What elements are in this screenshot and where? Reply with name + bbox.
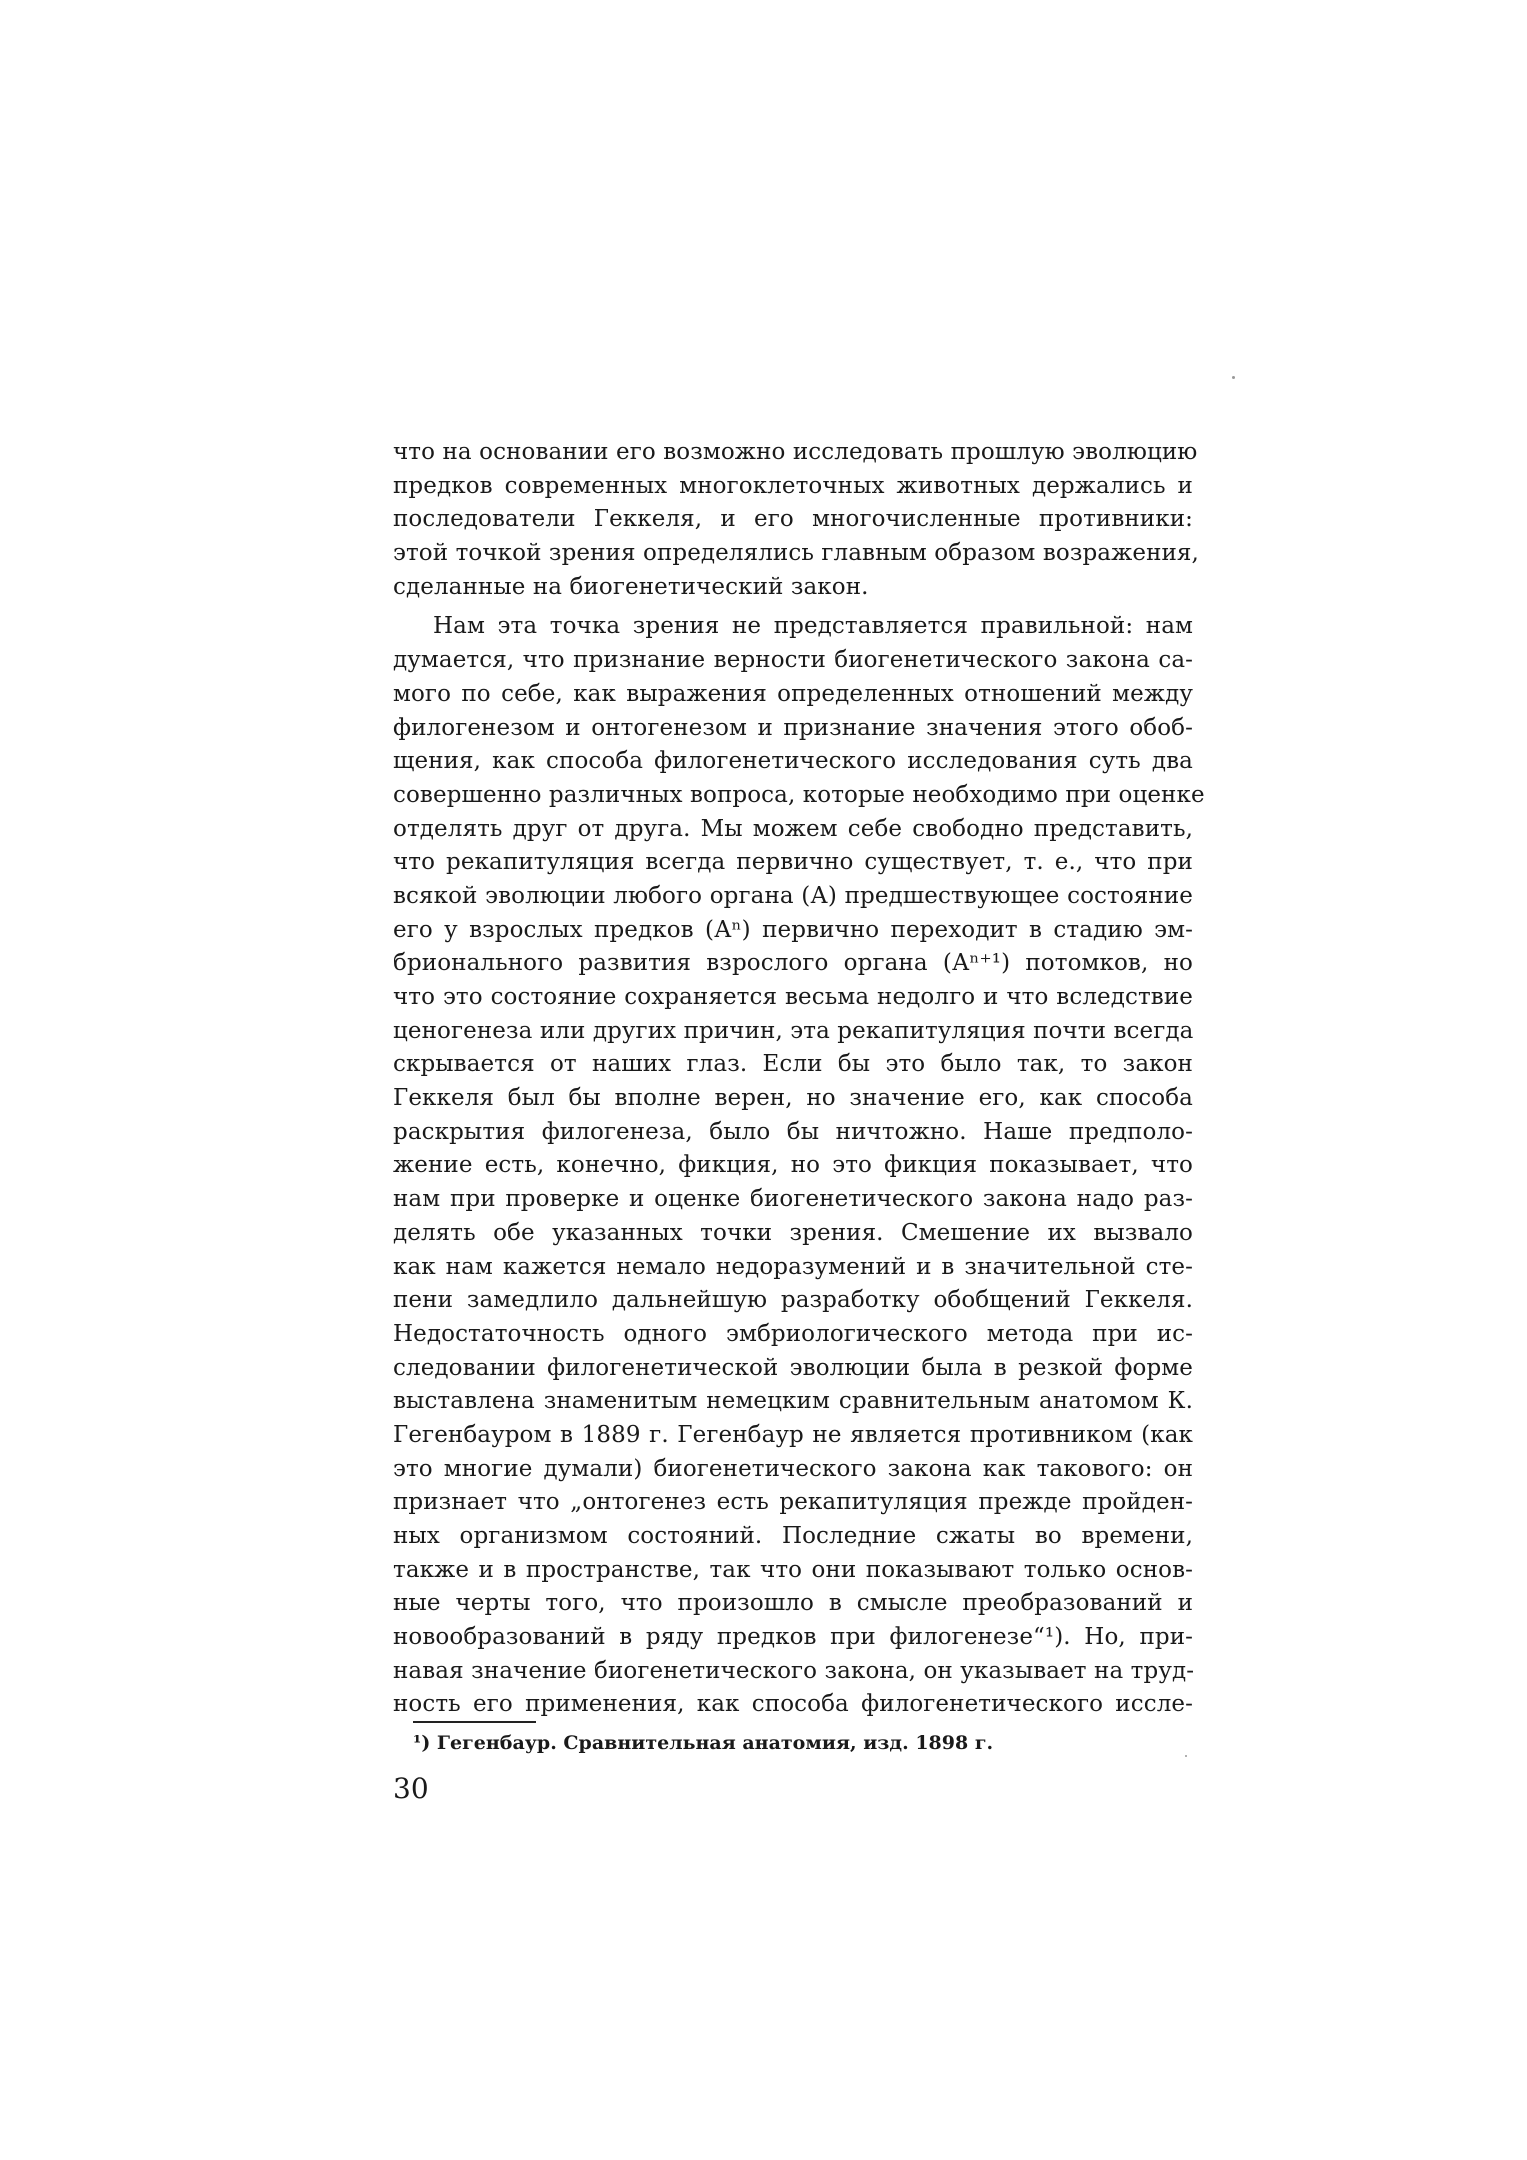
text-line: новообразований в ряду предков при филогенезе“¹). Но, при- <box>393 1624 1193 1651</box>
text-line: совершенно различных вопроса, которые необходимо при оценке <box>393 781 1205 808</box>
text-line: всякой эволюции любого органа (А) предшествующее состояние <box>393 882 1193 909</box>
text-line: брионального развития взрослого органа (Аⁿ⁺¹) потомков, но <box>393 950 1193 977</box>
text-line: раскрытия филогенеза, было бы ничтожно. Наше предполо- <box>393 1118 1193 1145</box>
text-line: щения, как способа филогенетического исследования суть два <box>393 748 1193 775</box>
scan-speck <box>1185 1755 1187 1757</box>
text-line: мого по себе, как выражения определенных отношений между <box>393 680 1193 707</box>
text-line: делять обе указанных точки зрения. Смешение их вызвало <box>393 1219 1193 1246</box>
text-line: Геккеля был бы вполне верен, но значение его, как способа <box>393 1085 1193 1112</box>
text-line: думается, что признание верности биогенетического закона са- <box>393 647 1193 674</box>
text-line: ценогенеза или других причин, эта рекапитуляция почти всегда <box>393 1017 1194 1044</box>
text-line: Нам эта точка зрения не представляется правильной: нам <box>433 613 1193 640</box>
text-line: это многие думали) биогенетического закона как такового: он <box>393 1455 1193 1482</box>
text-line: ность его применения, как способа филогенетического иссле- <box>393 1691 1193 1718</box>
body-text <box>393 436 1205 1722</box>
text-line: жение есть, конечно, фикция, но это фикция показывает, что <box>393 1152 1193 1179</box>
text-line: ные черты того, что произошло в смысле преобразований и <box>393 1590 1193 1617</box>
text-line: признает что „онтогенез есть рекапитуляция прежде пройден- <box>393 1489 1193 1516</box>
text-line: выставлена знаменитым немецким сравнительным анатомом К. <box>393 1388 1193 1415</box>
text-line: что на основании его возможно исследовать прошлую эволюцию <box>393 439 1198 465</box>
text-line: Гегенбауром в 1889 г. Гегенбаур не является противником (как <box>393 1421 1193 1448</box>
footnote: ¹) Гегенбаур. Сравнительная анатомия, изд. 1898 г. <box>413 1732 994 1754</box>
text-line: отделять друг от друга. Мы можем себе свободно представить, <box>393 815 1193 842</box>
text-line: филогенезом и онтогенезом и признание значения этого обоб- <box>393 714 1193 741</box>
text-line: пени замедлило дальнейшую разработку обобщений Геккеля. <box>393 1287 1193 1314</box>
text-line: скрывается от наших глаз. Если бы это было так, то закон <box>393 1051 1193 1078</box>
text-line: что это состояние сохраняется весьма недолго и что вследствие <box>393 984 1193 1010</box>
text-line: как нам кажется немало недоразумений и в значительной сте- <box>393 1253 1193 1280</box>
text-line: Недостаточность одного эмбриологического метода при ис- <box>393 1320 1193 1347</box>
scan-speck <box>1232 376 1235 379</box>
text-line: его у взрослых предков (Аⁿ) первично переходит в стадию эм- <box>393 916 1193 943</box>
text-line: ных организмом состояний. Последние сжаты во времени, <box>393 1523 1193 1549</box>
text-line: сделанные на биогенетический закон. <box>393 573 869 600</box>
text-line: последователи Геккеля, и его многочисленные противники: <box>393 506 1193 533</box>
text-line: что рекапитуляция всегда первично существует, т. е., что при <box>393 849 1193 876</box>
text-line: следовании филогенетической эволюции была в резкой форме <box>393 1354 1193 1381</box>
text-line: этой точкой зрения определялись главным образом возражения, <box>393 540 1199 567</box>
page-number: 30 <box>393 1772 429 1805</box>
text-line: предков современных многоклеточных животных держались и <box>393 472 1193 499</box>
footnote-rule <box>413 1721 536 1723</box>
text-line: также и в пространстве, так что они показывают только основ- <box>393 1556 1193 1583</box>
text-line: нам при проверке и оценке биогенетического закона надо раз- <box>393 1186 1193 1213</box>
text-line: навая значение биогенетического закона, он указывает на труд- <box>393 1657 1195 1684</box>
